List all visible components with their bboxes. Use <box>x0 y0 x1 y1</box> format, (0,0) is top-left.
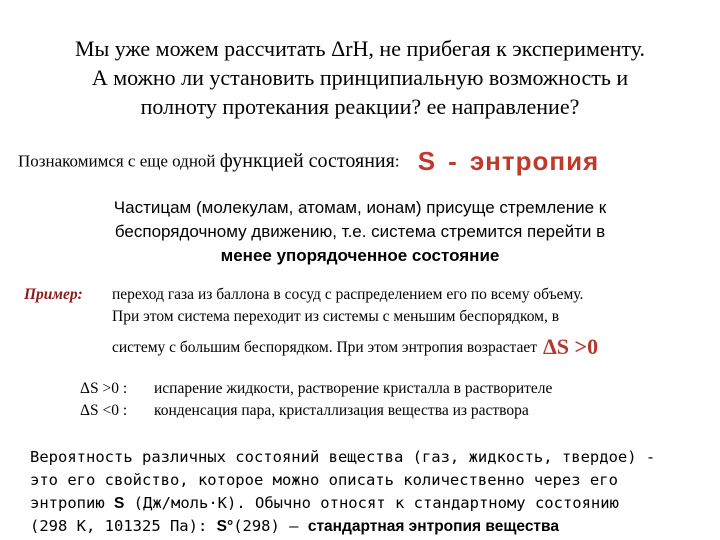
intro-line-3: полноту протекания реакции? ее направление? <box>140 94 580 119</box>
entropy-word: энтропия <box>469 146 600 176</box>
example-line-3-text: систему с большим беспорядком. При этом энтропия возрастает <box>112 339 538 356</box>
probability-paragraph <box>30 446 710 538</box>
probability-line-4a: (298 К, 101325 Па): <box>30 517 217 535</box>
probability-line-4b: (298) – <box>233 517 308 535</box>
delta-s-positive: ΔS >0 <box>543 334 599 359</box>
particles-line-2: беспорядочному движению, т.е. система стремится перейти в <box>114 222 606 241</box>
delta-s-condition: ΔS >0 : <box>80 380 128 397</box>
delta-s-example: испарение жидкости, растворение кристалла в растворителе <box>154 380 553 397</box>
particles-line-1: Частицам (молекулам, атомам, ионам) присуще стремление к <box>113 198 607 217</box>
example-line-2: При этом система переходит из системы с меньшим беспорядком, в <box>112 308 560 325</box>
probability-line-4 <box>30 515 710 538</box>
particles-line-3: менее упорядоченное состояние <box>220 246 500 265</box>
intro-line-1: Мы уже можем рассчитать ΔrH, не прибегая к эксперименту. <box>74 36 646 61</box>
intro-paragraph <box>20 34 700 121</box>
entropy-symbol: S <box>417 146 437 176</box>
example-label: Пример: <box>24 286 83 303</box>
intro-line-2: А можно ли установить принципиальную возможность и <box>91 65 629 90</box>
example-line-1: переход газа из баллона в сосуд с распределением его по всему объему. <box>112 286 584 303</box>
entropy-heading <box>404 146 599 176</box>
particles-paragraph <box>30 196 690 268</box>
delta-s-row <box>80 400 700 422</box>
delta-s-list <box>80 378 700 422</box>
state-function-lead: Познакомимся с еще одной <box>18 151 216 171</box>
probability-line-3a: энтропию <box>30 494 114 512</box>
state-function-colon: : <box>394 151 400 171</box>
probability-line-3 <box>30 492 710 515</box>
delta-s-example: конденсация пара, кристаллизация вещества из раствора <box>154 402 529 419</box>
delta-s-row <box>80 378 700 400</box>
probability-line-3b: (Дж/моль·К). Обычно относят к стандартному состоянию <box>124 494 619 512</box>
example-line-3 <box>112 336 707 359</box>
probability-line-1: Вероятность различных состояний вещества (газ, жидкость, твердое) - <box>30 448 656 466</box>
example-text <box>112 284 707 359</box>
entropy-symbol-s: S <box>114 495 125 512</box>
state-function-term: функцией состояния <box>219 150 395 172</box>
standard-entropy-symbol: S° <box>216 518 234 535</box>
delta-s-condition: ΔS <0 : <box>80 402 128 419</box>
standard-entropy-term: стандартная энтропия вещества <box>307 518 559 535</box>
entropy-dash: - <box>448 146 458 176</box>
state-function-line <box>18 146 718 177</box>
probability-line-2: это его свойство, которое можно описать количественно через его <box>30 471 618 489</box>
